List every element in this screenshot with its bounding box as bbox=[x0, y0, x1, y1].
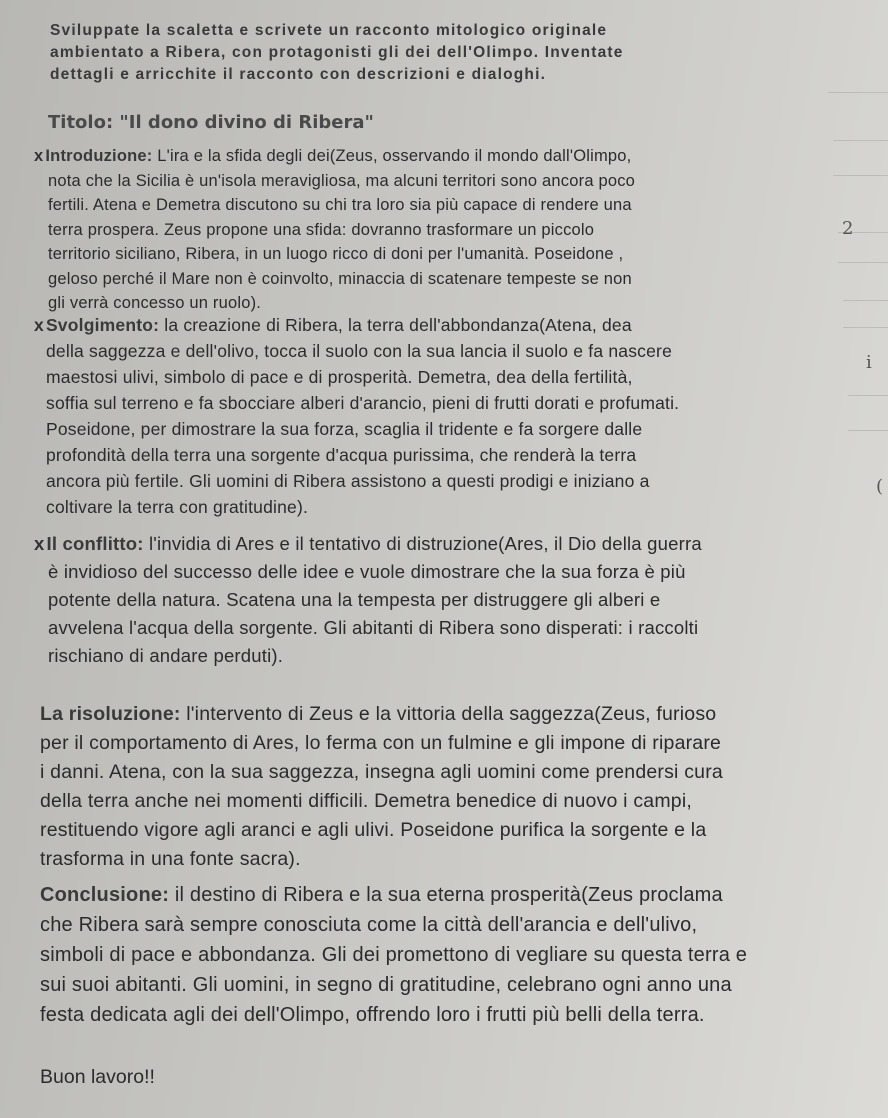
section-line: soffia sul terreno e fa sbocciare alberi d'arancio, pieni di frutti dorati e profumati. bbox=[46, 393, 680, 413]
section-label: La risoluzione: bbox=[40, 703, 181, 725]
section-conflitto bbox=[34, 530, 840, 670]
section-line: restituendo vigore agli aranci e agli ulivi. Poseidone purifica la sorgente e la bbox=[40, 819, 707, 841]
section-line: terra prospera. Zeus propone una sfida: dovranno trasformare un piccolo bbox=[48, 220, 595, 239]
instruction-line: dettagli e arricchite il racconto con descrizioni e dialoghi. bbox=[50, 66, 547, 83]
instruction-line: ambientato a Ribera, con protagonisti gli dei dell'Olimpo. Inventate bbox=[50, 44, 624, 61]
instruction-line: Sviluppate la scaletta e scrivete un racconto mitologico originale bbox=[50, 22, 608, 39]
section-line: maestosi ulivi, simbolo di pace e di prosperità. Demetra, dea della fertilità, bbox=[46, 367, 633, 387]
section-line: ancora più fertile. Gli uomini di Ribera assistono a questi prodigi e iniziano a bbox=[46, 471, 650, 491]
section-line: per il comportamento di Ares, lo ferma con un fulmine e gli impone di riparare bbox=[40, 732, 722, 754]
section-svolgimento bbox=[34, 312, 840, 520]
section-line: il destino di Ribera e la sua eterna prosperità(Zeus proclama bbox=[169, 884, 723, 906]
section-line: i danni. Atena, con la sua saggezza, insegna agli uomini come prendersi cura bbox=[40, 761, 723, 783]
section-line: L'ira e la sfida degli dei(Zeus, osservando il mondo dall'Olimpo, bbox=[152, 147, 632, 165]
ruled-line bbox=[833, 140, 888, 141]
section-label: Introduzione: bbox=[45, 147, 153, 165]
section-line: rischiano di andare perduti). bbox=[48, 645, 284, 666]
ruled-line bbox=[838, 262, 888, 263]
instructions bbox=[50, 20, 840, 86]
closing-text: Buon lavoro!! bbox=[40, 1066, 155, 1088]
section-line: geloso perché il Mare non è coinvolto, minaccia di scatenare tempeste se non bbox=[48, 269, 632, 288]
section-line: della saggezza e dell'olivo, tocca il suolo con la sua lancia il suolo e fa nascere bbox=[46, 341, 672, 361]
cross-mark: x bbox=[34, 147, 44, 165]
section-line: coltivare la terra con gratitudine). bbox=[46, 497, 309, 517]
ruled-line bbox=[848, 395, 888, 396]
section-line: avvelena l'acqua della sorgente. Gli abitanti di Ribera sono disperati: i raccolti bbox=[48, 617, 699, 638]
ruled-line bbox=[843, 300, 888, 301]
margin-handwritten-mark: ( bbox=[876, 476, 884, 497]
section-label: Conclusione: bbox=[40, 884, 170, 906]
section-line: festa dedicata agli dei dell'Olimpo, offrendo loro i frutti più belli della terra. bbox=[40, 1004, 705, 1026]
section-label: Svolgimento: bbox=[45, 315, 160, 335]
section-line: sui suoi abitanti. Gli uomini, in segno di gratitudine, celebrano ogni anno una bbox=[40, 974, 732, 996]
section-line: l'intervento di Zeus e la vittoria della saggezza(Zeus, furioso bbox=[180, 703, 717, 725]
ruled-line bbox=[828, 92, 888, 93]
section-line: Poseidone, per dimostrare la sua forza, scaglia il tridente e fa sorgere dalle bbox=[46, 419, 643, 439]
section-line: che Ribera sarà sempre conosciuta come la città dell'arancia e dell'ulivo, bbox=[40, 914, 698, 936]
margin-handwritten-mark: i bbox=[866, 352, 872, 373]
section-conclusione bbox=[40, 880, 840, 1030]
section-introduzione bbox=[34, 144, 840, 316]
ruled-line bbox=[848, 430, 888, 431]
section-line: nota che la Sicilia è un'isola meravigliosa, ma alcuni territori sono ancora poco bbox=[48, 171, 636, 190]
ruled-line bbox=[843, 327, 888, 328]
ruled-line bbox=[833, 175, 888, 176]
section-line: profondità della terra una sorgente d'acqua purissima, che renderà la terra bbox=[46, 445, 637, 465]
section-line: simboli di pace e abbondanza. Gli dei promettono di vegliare su questa terra e bbox=[40, 944, 748, 966]
section-line: la creazione di Ribera, la terra dell'abbondanza(Atena, dea bbox=[159, 315, 632, 335]
margin-handwritten-mark: 2 bbox=[842, 218, 854, 239]
section-line: fertili. Atena e Demetra discutono su chi tra loro sia più capace di rendere una bbox=[48, 196, 632, 214]
section-line: l'invidia di Ares e il tentativo di distruzione(Ares, il Dio della guerra bbox=[143, 533, 702, 554]
section-line: è invidioso del successo delle idee e vuole dimostrare che la sua forza è più bbox=[48, 561, 686, 582]
section-line: trasforma in una fonte sacra). bbox=[40, 848, 301, 870]
section-line: territorio siciliano, Ribera, in un luogo ricco di doni per l'umanità. Poseidone , bbox=[48, 245, 624, 263]
page-title: Titolo: "Il dono divino di Ribera" bbox=[48, 112, 374, 133]
section-line: potente della natura. Scatena una la tempesta per distruggere gli alberi e bbox=[48, 589, 661, 610]
section-risoluzione bbox=[40, 700, 840, 874]
cross-mark: x bbox=[34, 533, 45, 554]
section-label: Il conflitto: bbox=[46, 533, 144, 554]
cross-mark: x bbox=[34, 315, 44, 335]
section-line: gli verrà concesso un ruolo). bbox=[48, 294, 262, 312]
section-line: della terra anche nei momenti difficili. Demetra benedice di nuovo i campi, bbox=[40, 790, 692, 812]
